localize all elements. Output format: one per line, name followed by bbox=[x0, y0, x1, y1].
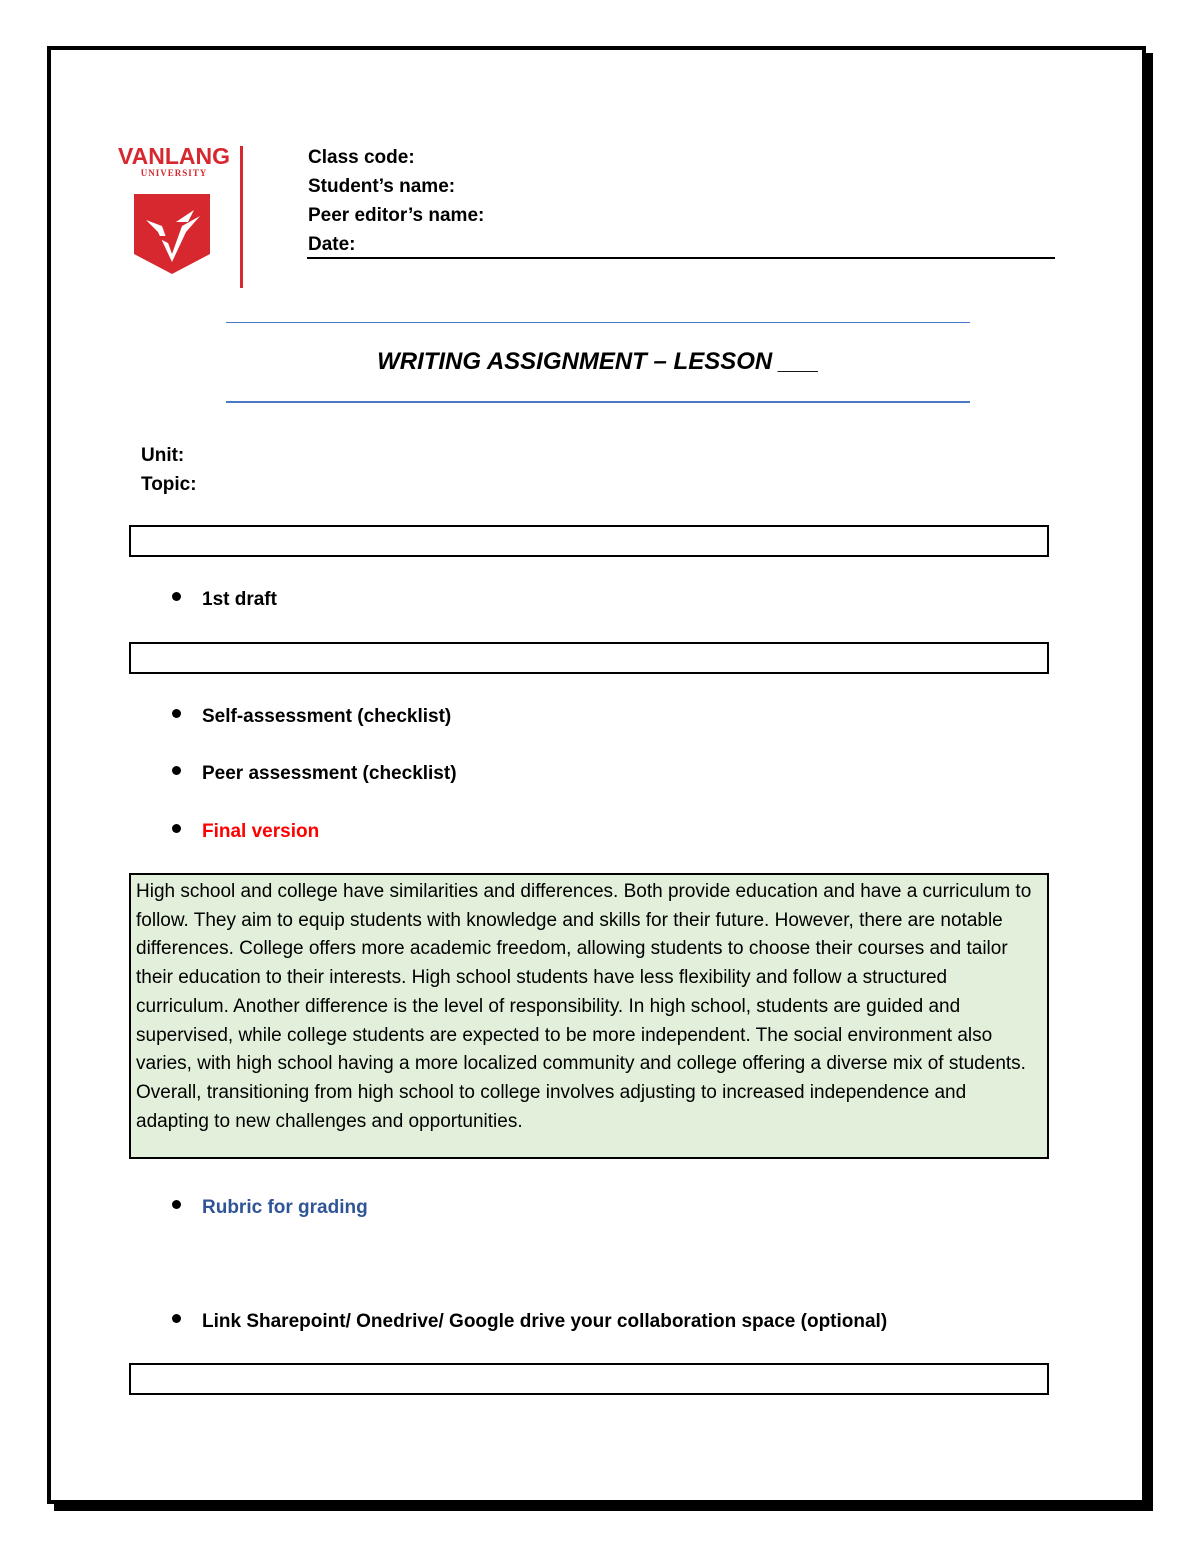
bullet-final-version: Final version bbox=[172, 820, 319, 844]
bullet-icon bbox=[172, 1200, 181, 1209]
date-label: Date: bbox=[308, 234, 356, 255]
bullet-icon bbox=[172, 709, 181, 718]
logo-subtitle: UNIVERSITY bbox=[140, 168, 208, 178]
vanlang-logo bbox=[112, 144, 236, 284]
final-version-essay: High school and college have similarities and differences. Both provide education and have a curriculum to follow. They aim to equip students with knowledge and skills for their future. However, there are notable differences. College offers more academic freedom, allowing students to choose their courses and tailor their education to their interests. High school students have less flexibility and follow a structured curriculum. Another difference is the level of responsibility. In high school, students are guided and supervised, while college students are expected to be more independent. The social environment also varies, with high school having a more localized community and college offering a diverse mix of students. Overall, transitioning from high school to college involves adjusting to increased independence and adapting to new challenges and opportunities. bbox=[129, 873, 1049, 1159]
draft-input-box[interactable] bbox=[129, 642, 1049, 674]
title-rule-bottom bbox=[226, 401, 970, 403]
page-title: WRITING ASSIGNMENT – LESSON ___ bbox=[377, 348, 819, 375]
bullet-icon bbox=[172, 766, 181, 775]
bullet-collaboration-link: Link Sharepoint/ Onedrive/ Google drive your collaboration space (optional) bbox=[172, 1310, 887, 1334]
student-name-label: Student’s name: bbox=[308, 176, 456, 197]
class-code-label: Class code: bbox=[308, 147, 415, 168]
logo-divider bbox=[240, 146, 243, 288]
title-rule-top bbox=[226, 322, 970, 323]
bullet-icon bbox=[172, 824, 181, 833]
logo-wordmark: VANLANG bbox=[117, 143, 230, 169]
shield-icon bbox=[132, 192, 212, 276]
header-fields bbox=[308, 143, 484, 259]
bullet-icon bbox=[172, 592, 181, 601]
bullet-peer-assessment: Peer assessment (checklist) bbox=[172, 762, 457, 786]
unit-label: Unit: bbox=[141, 445, 185, 466]
link-input-box[interactable] bbox=[129, 1363, 1049, 1395]
header-underline bbox=[307, 257, 1055, 259]
topic-input-box[interactable] bbox=[129, 525, 1049, 557]
bullet-first-draft: 1st draft bbox=[172, 588, 277, 612]
bullet-icon bbox=[172, 1314, 181, 1323]
topic-label: Topic: bbox=[141, 474, 197, 495]
bullet-rubric: Rubric for grading bbox=[172, 1196, 368, 1220]
peer-editor-name-label: Peer editor’s name: bbox=[308, 205, 485, 226]
bullet-self-assessment: Self-assessment (checklist) bbox=[172, 705, 451, 729]
unit-topic bbox=[141, 441, 197, 499]
